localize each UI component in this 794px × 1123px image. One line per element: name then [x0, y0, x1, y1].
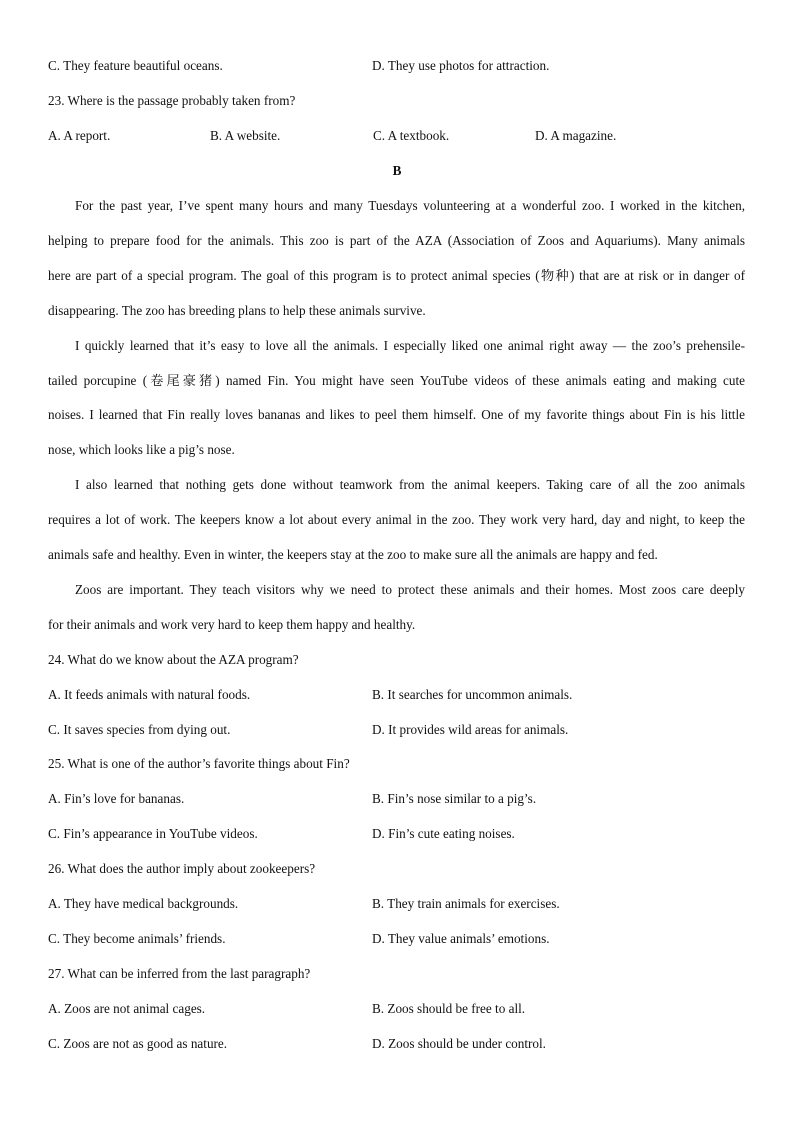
passage-line: Zoos are important. They teach visitors why we need to protect these animals and their homes. Most zoos care deeply [75, 582, 745, 597]
q27-option-d: D. Zoos should be under control. [372, 1036, 546, 1051]
q24-option-c: C. It saves species from dying out. [48, 722, 231, 737]
q22-option-d: D. They use photos for attraction. [372, 58, 550, 73]
passage-line: tailed porcupine (卷尾豪猪) named Fin. You might have seen YouTube videos of these animals eating and making cute [48, 373, 745, 388]
passage-line: For the past year, I’ve spent many hours and many Tuesdays volunteering at a wonderful zoo. I worked in the kitchen, [75, 198, 745, 213]
q25-option-b: B. Fin’s nose similar to a pig’s. [372, 791, 537, 806]
q23-option-c: C. A textbook. [373, 128, 450, 143]
passage-line: noises. I learned that Fin really loves bananas and likes to peel them himself. One of my favorite things about Fin is his little [48, 407, 745, 422]
q26-option-a: A. They have medical backgrounds. [48, 896, 239, 911]
q25-question: 25. What is one of the author’s favorite things about Fin? [48, 756, 350, 771]
q26-question: 26. What does the author imply about zookeepers? [48, 861, 316, 876]
passage-line: nose, which looks like a pig’s nose. [48, 442, 235, 457]
q26-option-d: D. They value animals’ emotions. [372, 931, 550, 946]
passage-line: for their animals and work very hard to keep them happy and healthy. [48, 617, 416, 632]
q26-option-b: B. They train animals for exercises. [372, 896, 560, 911]
q23-question: 23. Where is the passage probably taken from? [48, 93, 296, 108]
passage-line: I also learned that nothing gets done without teamwork from the animal keepers. Taking care of all the zoo animals [75, 477, 745, 492]
passage-line: helping to prepare food for the animals. This zoo is part of the AZA (Association of Zoos and Aquariums). Many animals [48, 233, 745, 248]
passage-line: requires a lot of work. The keepers know a lot about every animal in the zoo. They work very hard, day and night, to keep the [48, 512, 745, 527]
q23-option-d: D. A magazine. [535, 128, 617, 143]
passage-line: I quickly learned that it’s easy to love all the animals. I especially liked one animal right away — the zoo’s prehensile- [75, 338, 745, 353]
q25-option-a: A. Fin’s love for bananas. [48, 791, 185, 806]
section-heading: B [392, 163, 402, 178]
passage-line: disappearing. The zoo has breeding plans to help these animals survive. [48, 303, 426, 318]
q27-option-a: A. Zoos are not animal cages. [48, 1001, 206, 1016]
q25-option-c: C. Fin’s appearance in YouTube videos. [48, 826, 258, 841]
passage-line: animals safe and healthy. Even in winter, the keepers stay at the zoo to make sure all the animals are happy and fed. [48, 547, 658, 562]
q24-question: 24. What do we know about the AZA program? [48, 652, 299, 667]
q26-option-c: C. They become animals’ friends. [48, 931, 226, 946]
passage-line: here are part of a special program. The goal of this program is to protect animal species (物种) that are at risk or in danger of [48, 268, 745, 283]
q24-option-a: A. It feeds animals with natural foods. [48, 687, 251, 702]
q24-option-b: B. It searches for uncommon animals. [372, 687, 573, 702]
q27-option-c: C. Zoos are not as good as nature. [48, 1036, 228, 1051]
q27-question: 27. What can be inferred from the last paragraph? [48, 966, 311, 981]
q23-option-a: A. A report. [48, 128, 111, 143]
q25-option-d: D. Fin’s cute eating noises. [372, 826, 515, 841]
q27-option-b: B. Zoos should be free to all. [372, 1001, 526, 1016]
q24-option-d: D. It provides wild areas for animals. [372, 722, 569, 737]
q22-option-c: C. They feature beautiful oceans. [48, 58, 223, 73]
q23-option-b: B. A website. [210, 128, 281, 143]
